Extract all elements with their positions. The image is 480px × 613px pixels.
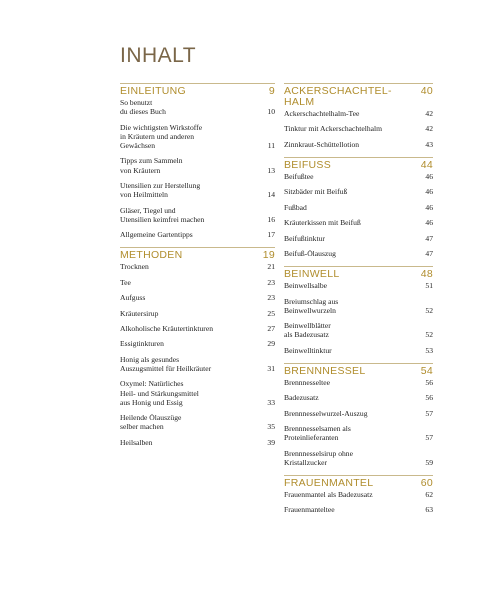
section-page-number: 40 — [420, 85, 433, 97]
entry-title: Brennnesselwurzel-Auszug — [284, 408, 368, 418]
entry-page-number: 13 — [267, 165, 275, 175]
toc-entry[interactable] — [284, 449, 433, 467]
toc-section — [284, 83, 433, 149]
toc-entry[interactable] — [284, 297, 433, 315]
section-page-number: 44 — [420, 158, 433, 171]
entry-page-number: 47 — [425, 233, 433, 243]
toc-entry[interactable] — [120, 156, 275, 174]
toc-entry[interactable] — [120, 98, 275, 116]
toc-section — [284, 157, 433, 258]
entry-title: Brennnesseltee — [284, 377, 330, 387]
entry-page-number: 23 — [267, 293, 275, 303]
entry-page-number: 23 — [267, 277, 275, 287]
toc-entry[interactable] — [284, 505, 433, 514]
entry-title: Die wichtigsten Wirkstoffe in Kräutern und anderen Gewächsen — [120, 122, 203, 150]
entry-page-number: 56 — [425, 377, 433, 387]
entry-page-number: 56 — [425, 393, 433, 403]
entry-page-number: 42 — [425, 109, 433, 118]
entry-page-number: 11 — [267, 141, 275, 150]
entry-title: Sitzbäder mit Beifuß — [284, 187, 348, 197]
toc-entry[interactable] — [284, 281, 433, 290]
entry-page-number: 63 — [425, 505, 433, 515]
entry-title: Beinwellblätter als Badezusatz — [284, 321, 331, 340]
entry-title: Heilende Ölauszüge selber machen — [120, 413, 182, 432]
entry-page-number: 16 — [267, 214, 275, 224]
toc-entry[interactable] — [284, 172, 433, 181]
entry-page-number: 59 — [425, 457, 433, 467]
entry-page-number: 42 — [425, 124, 433, 134]
toc-entry[interactable] — [120, 339, 275, 348]
section-heading-title: BEINWELL — [284, 268, 340, 281]
toc-entry[interactable] — [120, 293, 275, 302]
section-heading[interactable] — [284, 157, 433, 171]
entry-page-number: 46 — [425, 187, 433, 197]
entry-title: Oxymel: Natürliches Heil- und Stärkungsmittel aus Honig und Essig — [120, 379, 199, 407]
toc-entry[interactable] — [120, 379, 275, 407]
entry-title: Frauenmanteltee — [284, 505, 335, 515]
page-title: INHALT — [120, 44, 197, 67]
entry-page-number: 25 — [267, 308, 275, 318]
section-page-number: 54 — [420, 364, 433, 377]
entry-page-number: 35 — [267, 422, 275, 432]
entry-title: Brennnesselsamen als Proteinlieferanten — [284, 424, 351, 443]
entry-page-number: 29 — [267, 339, 275, 349]
toc-entry[interactable] — [120, 438, 275, 447]
toc-entry[interactable] — [284, 140, 433, 149]
toc-entry[interactable] — [284, 321, 433, 339]
entry-page-number: 46 — [425, 171, 433, 181]
section-page-number: 48 — [420, 268, 433, 281]
entry-page-number: 46 — [425, 202, 433, 212]
entry-title: Badezusatz — [284, 393, 319, 403]
entry-page-number: 52 — [425, 330, 433, 340]
entry-title: Fußbad — [284, 202, 307, 212]
entry-page-number: 62 — [425, 490, 433, 500]
toc-entry[interactable] — [284, 393, 433, 402]
entry-title: Brennnesselsirup ohne Kristallzucker — [284, 448, 353, 467]
section-page-number: 60 — [420, 477, 433, 490]
entry-page-number: 52 — [425, 305, 433, 315]
entry-page-number: 27 — [267, 323, 275, 333]
entry-page-number: 14 — [267, 190, 275, 200]
toc-entry[interactable] — [284, 409, 433, 418]
entry-title: Beifußtee — [284, 171, 314, 181]
entry-title: Zinnkraut-Schüttellotion — [284, 139, 360, 149]
section-heading[interactable] — [284, 363, 433, 377]
entry-title: Trocknen — [120, 262, 149, 272]
section-heading[interactable] — [284, 475, 433, 489]
section-heading[interactable] — [120, 247, 275, 261]
entry-title: Beinwelltinktur — [284, 345, 332, 355]
entry-title: Alkoholische Kräutertinkturen — [120, 323, 213, 333]
toc-entry[interactable] — [284, 490, 433, 499]
toc-entry[interactable] — [120, 181, 275, 199]
toc-entry[interactable] — [120, 309, 275, 318]
toc-section — [284, 266, 433, 355]
entry-title: Honig als gesundes Auszugsmittel für Heilkräuter — [120, 354, 212, 373]
toc-entry[interactable] — [120, 123, 275, 151]
entry-page-number: 57 — [425, 408, 433, 418]
entry-page-number: 46 — [425, 218, 433, 228]
entry-title: Aufguss — [120, 293, 146, 303]
section-heading-title: EINLEITUNG — [120, 85, 187, 97]
entry-title: Tipps zum Sammeln von Kräutern — [120, 156, 183, 175]
section-heading-title: METHODEN — [120, 249, 183, 262]
toc-entry[interactable] — [284, 124, 433, 133]
entry-title: Kräuterkissen mit Beifuß — [284, 218, 361, 228]
entry-title: Essigtinkturen — [120, 339, 164, 349]
section-heading-title: BEIFUSS — [284, 158, 332, 171]
toc-entry[interactable] — [284, 378, 433, 387]
entry-page-number: 21 — [267, 262, 275, 272]
entry-page-number: 33 — [267, 397, 275, 407]
toc-section — [284, 363, 433, 467]
section-page-number: 19 — [262, 249, 275, 262]
section-heading[interactable] — [284, 266, 433, 280]
entry-page-number: 39 — [267, 437, 275, 447]
toc-entry[interactable] — [120, 278, 275, 287]
section-heading-title: ACKERSCHACHTEL- HALM — [284, 85, 392, 108]
entry-title: Breiumschlag aus Beinwellwurzeln — [284, 296, 339, 315]
section-heading[interactable] — [120, 83, 275, 97]
section-heading-title: FRAUENMANTEL — [284, 477, 374, 490]
toc-column-right — [284, 83, 433, 523]
toc-column-left — [120, 83, 275, 455]
entry-title: Beifußtinktur — [284, 233, 325, 243]
entry-title: Frauenmantel als Badezusatz — [284, 490, 373, 500]
entry-page-number: 31 — [267, 363, 275, 373]
toc-entry[interactable] — [284, 234, 433, 243]
toc-entry[interactable] — [120, 355, 275, 373]
entry-title: Ackerschachtelhalm-Tee — [284, 109, 360, 118]
entry-page-number: 17 — [267, 230, 275, 240]
toc-entry[interactable] — [120, 324, 275, 333]
toc-entry[interactable] — [120, 262, 275, 271]
toc-entry[interactable] — [284, 249, 433, 258]
entry-page-number: 51 — [425, 281, 433, 291]
entry-title: Allgemeine Gartentipps — [120, 230, 193, 240]
entry-page-number: 47 — [425, 248, 433, 258]
toc-entry[interactable] — [120, 206, 275, 224]
section-heading-title: BRENNNESSEL — [284, 364, 366, 377]
entry-title: Kräutersirup — [120, 308, 159, 318]
entry-page-number: 10 — [267, 107, 275, 117]
toc-entry[interactable] — [120, 413, 275, 431]
entry-title: Tinktur mit Ackerschachtelhalm — [284, 124, 382, 134]
entry-title: Beinwellsalbe — [284, 281, 328, 291]
entry-title: Tee — [120, 277, 131, 287]
toc-entry[interactable] — [284, 203, 433, 212]
entry-page-number: 57 — [425, 433, 433, 443]
toc-entry[interactable] — [284, 424, 433, 442]
entry-title: Beifuß-Ölauszug — [284, 248, 336, 258]
toc-entry[interactable] — [284, 187, 433, 196]
entry-title: Utensilien zur Herstellung von Heilmitteln — [120, 180, 201, 200]
entry-page-number: 43 — [425, 139, 433, 149]
section-heading[interactable] — [284, 83, 433, 108]
section-page-number: 9 — [268, 85, 275, 97]
entry-page-number: 53 — [425, 345, 433, 355]
toc-section — [284, 475, 433, 515]
toc-section — [120, 83, 275, 239]
entry-title: Heilsalben — [120, 437, 153, 447]
toc-section — [120, 247, 275, 447]
toc-entry[interactable] — [284, 218, 433, 227]
entry-title: So benutzt du dieses Buch — [120, 98, 166, 117]
toc-entry[interactable] — [120, 230, 275, 239]
toc-entry[interactable] — [284, 346, 433, 355]
entry-title: Gläser, Tiegel und Utensilien keimfrei machen — [120, 205, 205, 224]
toc-entry[interactable] — [284, 109, 433, 118]
